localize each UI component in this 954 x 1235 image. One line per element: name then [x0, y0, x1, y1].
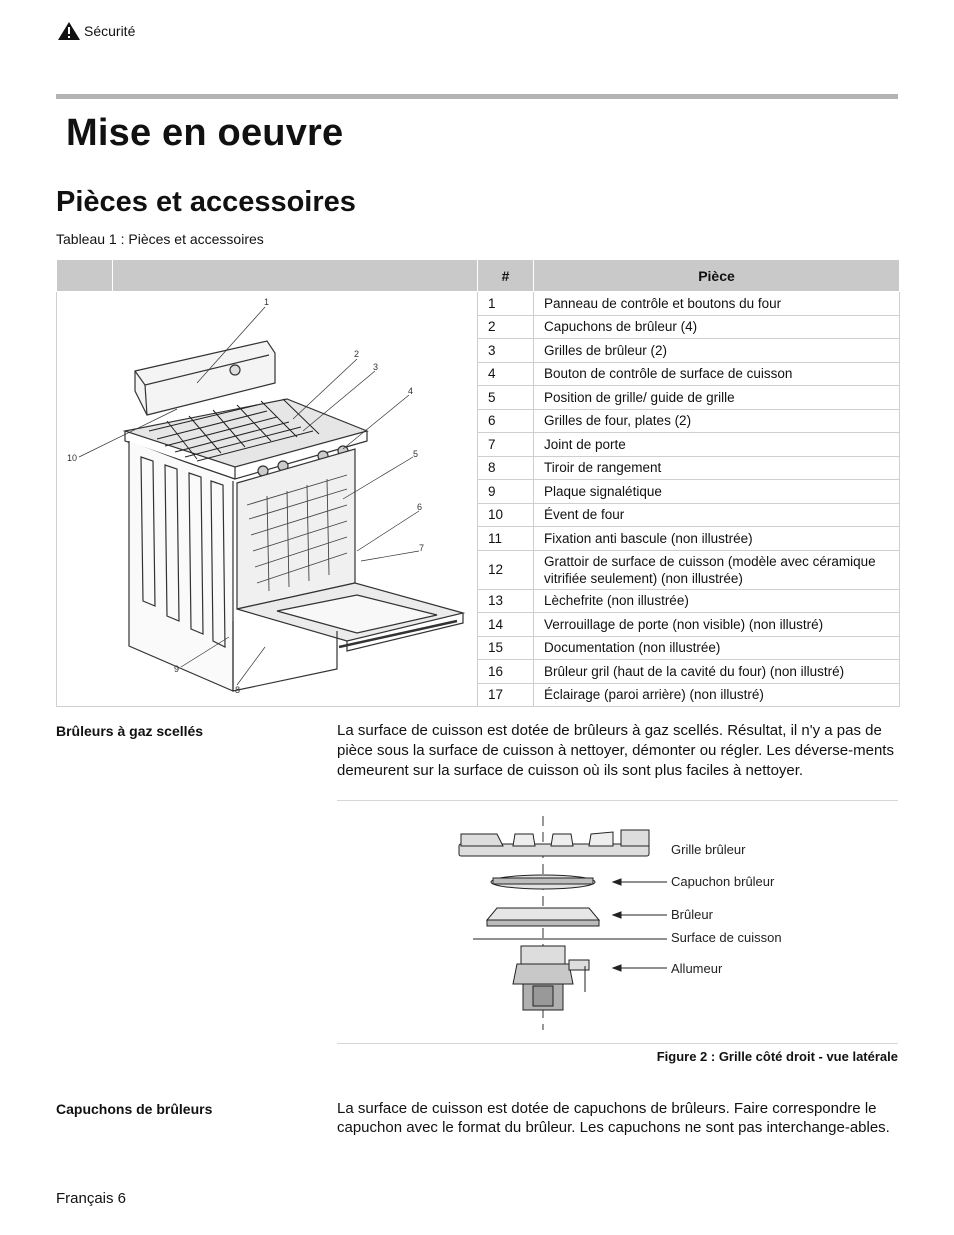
caps-text: La surface de cuisson est dotée de capuchons de brûleurs. Faire correspondre le capuchon avec le format du brûleur. Les capuchons ne sont pas interchange-ables. [337, 1100, 890, 1136]
part-number: 4 [478, 362, 534, 386]
part-number: 10 [478, 503, 534, 527]
part-number: 13 [478, 589, 534, 613]
part-name: Documentation (non illustrée) [534, 636, 900, 660]
part-name: Fixation anti bascule (non illustrée) [534, 527, 900, 551]
label-igniter: Allumeur [671, 961, 723, 976]
callout-10: 10 [67, 453, 78, 463]
part-number: 16 [478, 660, 534, 684]
page-footer: Français 6 [56, 1190, 127, 1207]
header-piece: Pièce [534, 260, 900, 292]
range-illustration [57, 291, 476, 707]
header-section: Sécurité [84, 23, 136, 39]
part-name: Capuchons de brûleur (4) [534, 315, 900, 339]
label-burner: Brûleur [671, 907, 713, 922]
part-name: Plaque signalétique [534, 480, 900, 504]
callout-5: 5 [413, 449, 419, 459]
part-name: Panneau de contrôle et boutons du four [534, 292, 900, 316]
part-number: 2 [478, 315, 534, 339]
part-name: Brûleur gril (haut de la cavité du four) (non illustré) [534, 660, 900, 684]
label-grate: Grille brûleur [671, 842, 746, 857]
part-number: 5 [478, 386, 534, 410]
figure-bottom-rule [337, 1043, 898, 1044]
table-caption: Tableau 1 : Pièces et accessoires [56, 231, 264, 247]
part-number: 17 [478, 683, 534, 707]
part-number: 1 [478, 292, 534, 316]
burners-text: La surface de cuisson est dotée de brûleurs à gaz scellés. Résultat, il n'y a pas de pièce sous la surface de cuisson à nettoyer, démonter ou régler. Les déverse-ments demeurent sur la surface de cuisson où ils sont plus faciles à nettoyer. [337, 722, 894, 779]
part-number: 8 [478, 456, 534, 480]
figure-top-rule [337, 800, 898, 801]
burner-grate [459, 830, 649, 856]
table-header-row [57, 260, 900, 292]
burner-cap [491, 875, 595, 889]
igniter-assembly [513, 946, 589, 1010]
part-name: Position de grille/ guide de grille [534, 386, 900, 410]
part-name: Joint de porte [534, 433, 900, 457]
part-name: Évent de four [534, 503, 900, 527]
part-name: Verrouillage de porte (non visible) (non illustré) [534, 613, 900, 637]
burners-label: Brûleurs à gaz scellés [56, 723, 204, 739]
callout-7: 7 [419, 543, 425, 553]
callout-2: 2 [354, 349, 360, 359]
burner-base [487, 908, 599, 926]
part-name: Bouton de contrôle de surface de cuisson [534, 362, 900, 386]
part-number: 15 [478, 636, 534, 660]
part-number: 9 [478, 480, 534, 504]
header-number: # [478, 260, 534, 292]
part-name: Grilles de brûleur (2) [534, 339, 900, 363]
page-title: Mise en oeuvre [66, 112, 344, 154]
callout-6: 6 [417, 502, 423, 512]
part-name: Éclairage (paroi arrière) (non illustré) [534, 683, 900, 707]
callout-8: 8 [235, 685, 241, 695]
part-number: 11 [478, 527, 534, 551]
title-rule [56, 94, 898, 99]
part-name: Grilles de four, plates (2) [534, 409, 900, 433]
part-number: 6 [478, 409, 534, 433]
part-name: Lèchefrite (non illustrée) [534, 589, 900, 613]
part-name: Tiroir de rangement [534, 456, 900, 480]
section-title: Pièces et accessoires [56, 186, 356, 218]
part-number: 14 [478, 613, 534, 637]
callout-9: 9 [174, 664, 180, 674]
header-blank-cell [57, 260, 113, 292]
callout-3: 3 [373, 362, 379, 372]
burner-diagram [337, 808, 898, 1040]
callout-4: 4 [408, 386, 414, 396]
part-number: 12 [478, 550, 534, 589]
warning-icon [57, 21, 81, 41]
part-name: Grattoir de surface de cuisson (modèle avec céramique vitrifiée seulement) (non illustrée) [534, 550, 900, 589]
label-surface: Surface de cuisson [671, 930, 782, 945]
part-number: 3 [478, 339, 534, 363]
part-number: 7 [478, 433, 534, 457]
callout-1: 1 [264, 297, 270, 307]
figure-caption: Figure 2 : Grille côté droit - vue latérale [656, 1049, 898, 1064]
header-blank-cell [113, 260, 478, 292]
page-header [57, 20, 135, 42]
label-cap: Capuchon brûleur [671, 874, 775, 889]
caps-label: Capuchons de brûleurs [56, 1101, 213, 1117]
